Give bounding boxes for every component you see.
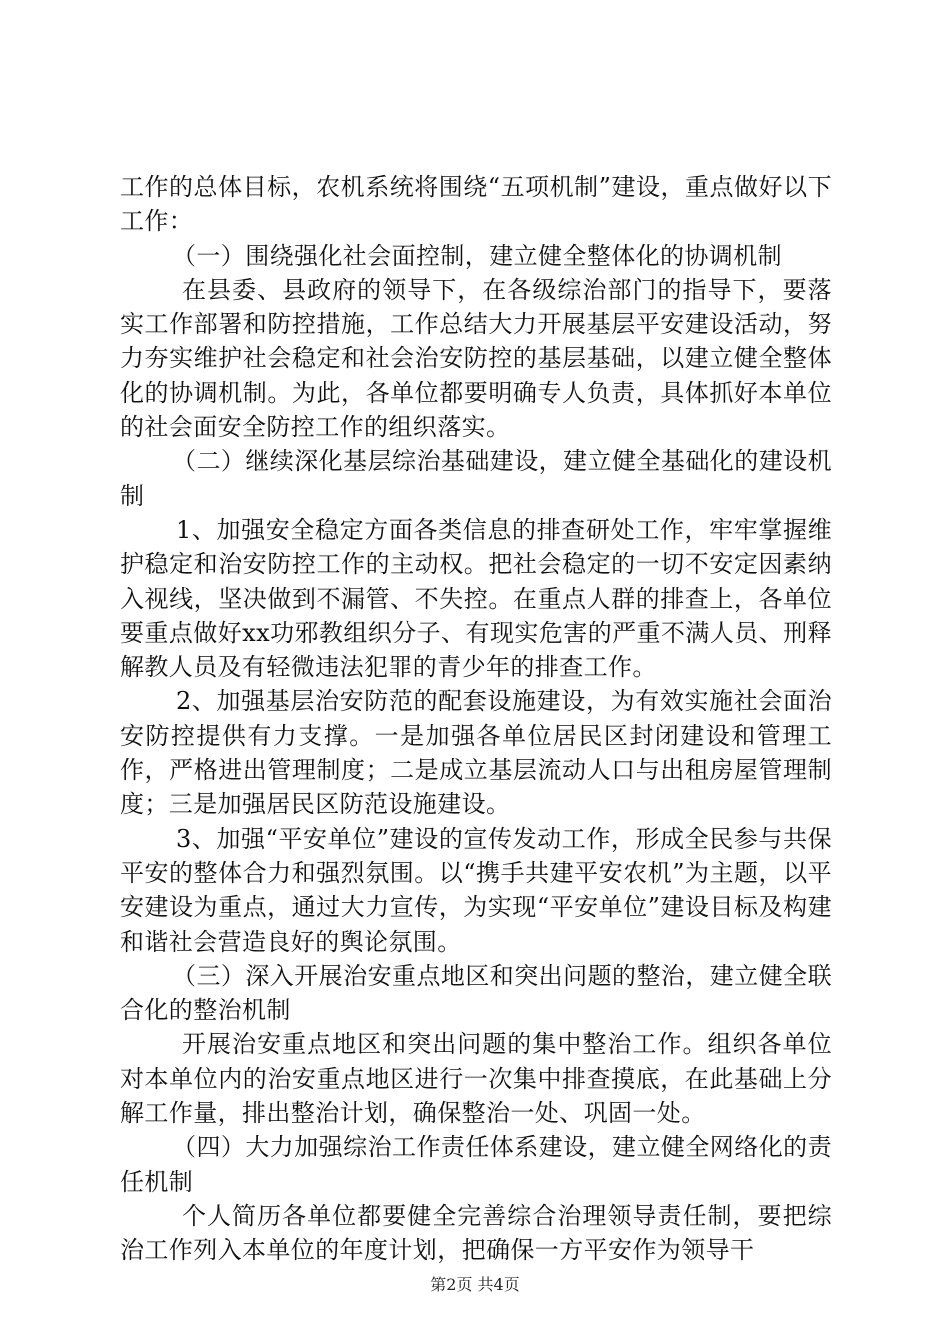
paragraph-section-1: 在县委、县政府的领导下，在各级综治部门的指导下，要落实工作部署和防控措施，工作总结大力开展基层平安建设活动，努力夯实维护社会稳定和社会治安防控的基层基础，以建立健全整体化的协调机制。为此，各单位都要明确专人负责，具体抓好本单位的社会面安全防控工作的组织落实。 [120, 275, 832, 442]
paragraph-section-4: 个人简历各单位都要健全完善综合治理领导责任制，要把综治工作列入本单位的年度计划，把确保一方平安作为领导干 [120, 1201, 832, 1265]
section-heading-4: （四）大力加强综治工作责任体系建设，建立健全网络化的责任机制 [120, 1133, 832, 1196]
paragraph-section-3: 开展治安重点地区和突出问题的集中整治工作。组织各单位对本单位内的治安重点地区进行一次集中排查摸底，在此基础上分解工作量，排出整治计划，确保整治一处、巩固一处。 [120, 1030, 832, 1128]
paragraph-item-3: 3、加强“平安单位”建设的宣传发动工作，形成全民参与共保平安的整体合力和强烈氛围。以“携手共建平安农机”为主题，以平安建设为重点，通过大力宣传，为实现“平安单位”建设目标及构建和谐社会营造良好的舆论氛围。 [120, 824, 832, 956]
section-heading-1: （一）围绕强化社会面控制，建立健全整体化的协调机制 [172, 241, 782, 270]
paragraph-item-2: 2、加强基层治安防范的配套设施建设，为有效实施社会面治安防控提供有力支撑。一是加强各单位居民区封闭建设和管理工作，严格进出管理制度；二是成立基层流动人口与出租房屋管理制度；三是加强居民区防范设施建设。 [120, 687, 832, 819]
paragraph-item-1: 1、加强安全稳定方面各类信息的排查研处工作，牢牢掌握维护稳定和治安防控工作的主动权。把社会稳定的一切不安定因素纳入视线，坚决做到不漏管、不失控。在重点人群的排查上，各单位要重点做好xx功邪教组织分子、有现实危害的严重不满人员、刑释解教人员及有轻微违法犯罪的青少年的排查工作。 [120, 515, 832, 682]
document-body [120, 170, 832, 1268]
paragraph-intro: 工作的总体目标，农机系统将围绕“五项机制”建设，重点做好以下工作： [120, 173, 832, 236]
section-heading-2: （二）继续深化基层综治基础建设，建立健全基础化的建设机制 [120, 447, 832, 510]
page-number-footer: 第2页 共4页 [430, 1275, 520, 1294]
section-heading-3: （三）深入开展治安重点地区和突出问题的整治，建立健全联合化的整治机制 [120, 961, 832, 1025]
